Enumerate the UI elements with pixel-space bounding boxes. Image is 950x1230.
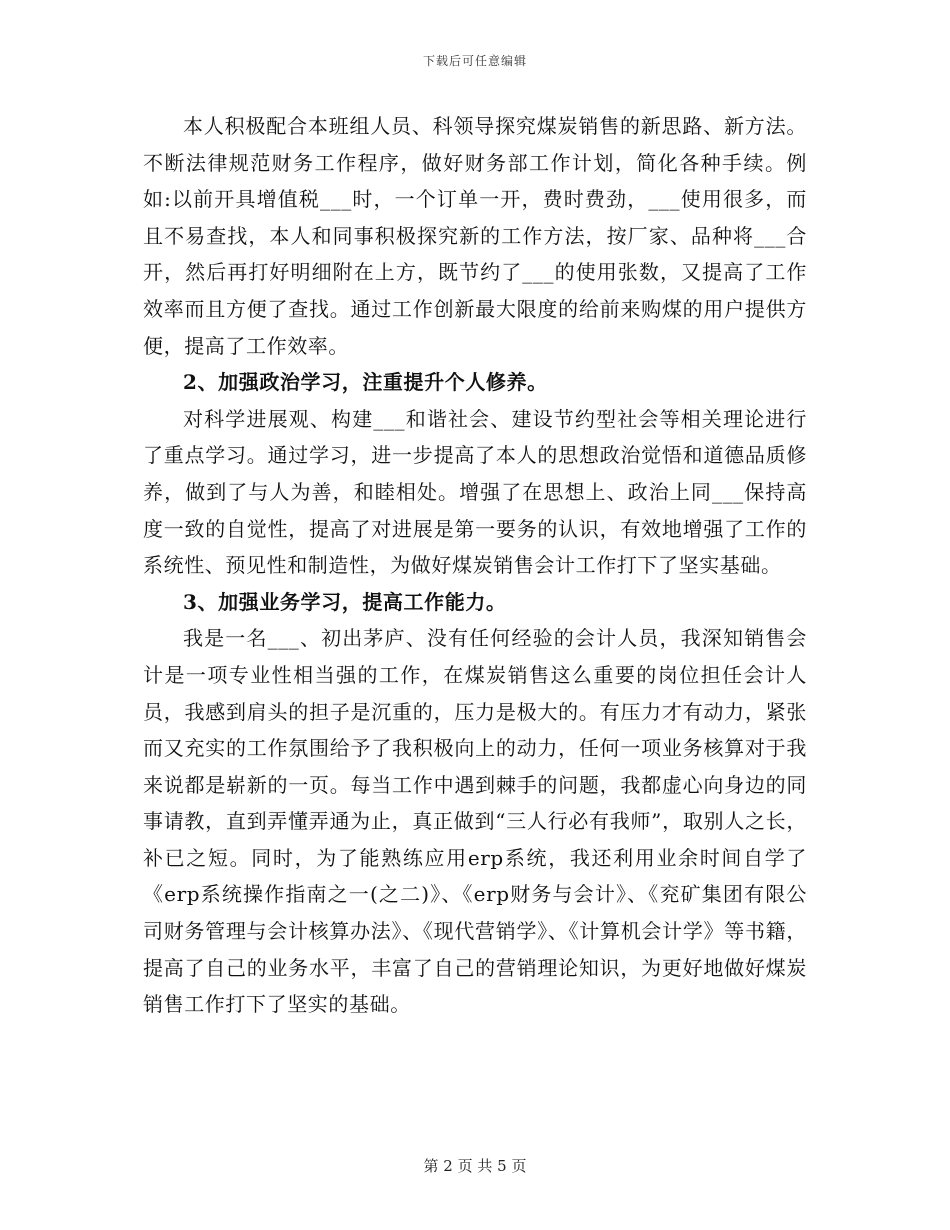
page-header: 下载后可任意编辑 <box>422 54 527 68</box>
document-body <box>143 108 807 1023</box>
page-footer: 第 2 页 共 5 页 <box>423 1157 527 1175</box>
paragraph-1: 本人积极配合本班组人员、科领导探究煤炭销售的新思路、新方法。不断法律规范财务工作程序，做好财务部工作计划，简化各种手续。例如:以前开具增值税___时，一个订单一开，费时费劲，___使用很多，而且不易查找，本人和同事积极探究新的工作方法，按厂家、品种将___合开，然后再打好明细附在上方，既节约了___的使用张数，又提高了工作效率而且方便了查找。通过工作创新最大限度的给前来购煤的用户提供方便，提高了工作效率。 <box>143 114 807 358</box>
section-heading-3: 3、加强业务学习，提高工作能力。 <box>183 589 507 614</box>
paragraph-3: 我是一名___、初出茅庐、没有任何经验的会计人员，我深知销售会计是一项专业性相当强的工作，在煤炭销售这么重要的岗位担任会计人员，我感到肩头的担子是沉重的，压力是极大的。有压力才有动力，紧张而又充实的工作氛围给予了我积极向上的动力，任何一项业务核算对于我来说都是崭新的一页。每当工作中遇到棘手的问题，我都虚心向身边的同事请教，直到弄懂弄通为止，真正做到“三人行必有我师”，取别人之长，补已之短。同时，为了能熟练应用erp系统，我还利用业余时间自学了《erp系统操作指南之一(之二)》、《erp财务与会计》、《兖矿集团有限公司财务管理与会计核算办法》、《现代营销学》、《计算机会计学》等书籍，提高了自己的业务水平，丰富了自己的营销理论知识，为更好地做好煤炭销售工作打下了坚实的基础。 <box>143 626 807 1017</box>
paragraph-2: 对科学进展观、构建___和谐社会、建设节约型社会等相关理论进行了重点学习。通过学习，进一步提高了本人的思想政治觉悟和道德品质修养，做到了与人为善，和睦相处。增强了在思想上、政治上同___保持高度一致的自觉性，提高了对进展是第一要务的认识，有效地增强了工作的系统性、预见性和制造性，为做好煤炭销售会计工作打下了坚实基础。 <box>143 406 807 578</box>
section-heading-2: 2、加强政治学习，注重提升个人修养。 <box>183 370 548 395</box>
